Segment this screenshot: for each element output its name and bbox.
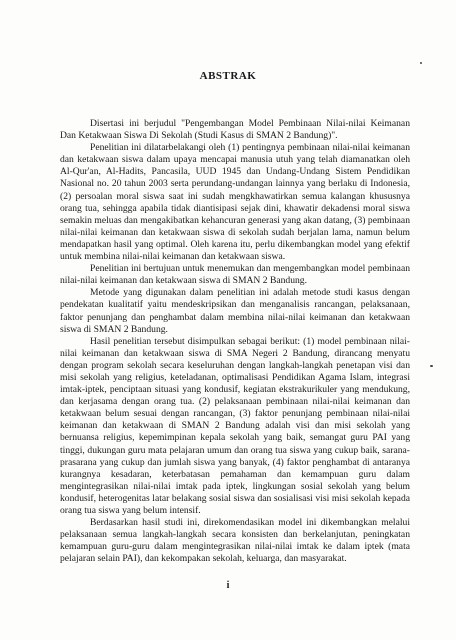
- paragraph-results: Hasil penelitian tersebut disimpulkan sebagai berikut: (1) model pembinaan nilai-nilai keimanan dan ketakwaan siswa di SMA Negeri 2 Bandung, dirancang menyatu dengan program sekolah secara keseluruhan dengan langkah-langkah penetapan visi dan misi sekolah yang religius, keteladanan, optimalisasi Pendidikan Agama Islam, integrasi imtak-iptek, penciptaan situasi yang kondusif, kegiatan ekstrakurikuler yang mendukung, dan kerjasama dengan orang tua. (2) pelaksanaan pembinaan nilai-nilai keimanan dan ketakwaan belum sesuai dengan rancangan, (3) faktor penunjang pembinaan nilai-nilai keimanan dan ketakwaan di SMAN 2 Bandung adalah visi dan misi sekolah yang bernuansa religius, kepemimpinan kepala sekolah yang baik, semangat guru PAI yang tinggi, dukungan guru mata pelajaran umum dan orang tua siswa yang cukup baik, sarana-prasarana yang cukup dan jumlah siswa yang banyak, (4) faktor penghambat di antaranya kurangnya kesadaran, keterbatasan pemahaman dan kemampuan guru dalam mengintegrasikan nilai-nilai imtak pada iptek, lingkungan sosial sekolah yang belum kondusif, heterogenitas latar belakang sosial siswa dan sosialisasi visi misi sekolah kepada orang tua siswa yang belum intensif.: [60, 335, 410, 516]
- paragraph-method: Metode yang digunakan dalam penelitian ini adalah metode studi kasus dengan pendekatan kualitatif yaitu mendeskripsikan dan menganalisis rancangan, pelaksanaan, faktor penunjang dan penghambat dalam membina nilai-nilai keimanan dan ketakwaan siswa di SMAN 2 Bandung.: [60, 287, 410, 335]
- paragraph-objective: Penelitian ini bertujuan untuk menemukan dan mengembangkan model pembinaan nilai-nilai keimanan dan ketakwaan siswa di SMAN 2 Bandung.: [60, 263, 410, 287]
- paragraph-title-statement: Disertasi ini berjudul "Pengembangan Model Pembinaan Nilai-nilai Keimanan Dan Ketakwaan Siswa Di Sekolah (Studi Kasus di SMAN 2 Bandung)".: [60, 118, 410, 142]
- page-title: ABSTRAK: [199, 70, 257, 82]
- paragraph-recommendations: Berdasarkan hasil studi ini, direkomendasikan model ini dikembangkan melalui pelaksanaan semua langkah-langkah secara konsisten dan berkelanjutan, peningkatan kemampuan guru-guru dalam mengintegrasikan nilai-nilai imtak ke dalam iptek (mata pelajaran selain PAI), dan kekompakan sekolah, keluarga, dan masyarakat.: [60, 517, 410, 565]
- scan-speck: [430, 365, 433, 367]
- paragraph-background: Penelitian ini dilatarbelakangi oleh (1) pentingnya pembinaan nilai-nilai keimanan dan ketakwaan siswa dalam upaya mencapai manusia utuh yang telah diamanatkan oleh Al-Qur'an, Al-Hadits, Pancasila, UUD 1945 dan Undang-Undang Sistem Pendidikan Nasional no. 20 tahun 2003 serta perundang-undangan lainnya yang berlaku di Indonesia, (2) persoalan moral siswa saat ini sudah mengkhawatirkan semua kalangan khususnya orang tua, sehingga apabila tidak diantisipasi sejak dini, khawatir dekadensi moral siswa semakin meluas dan mengakibatkan kehancuran generasi yang akan datang, (3) pembinaan nilai-nilai keimanan dan ketakwaan siswa di sekolah sudah berjalan lama, namun belum mendapatkan hasil yang optimal. Oleh karena itu, perlu dikembangkan model yang efektif untuk membina nilai-nilai keimanan dan ketakwaan siswa.: [60, 142, 410, 263]
- scan-speck: [420, 62, 422, 64]
- page-number: i: [226, 580, 230, 591]
- abstract-body: [60, 118, 410, 565]
